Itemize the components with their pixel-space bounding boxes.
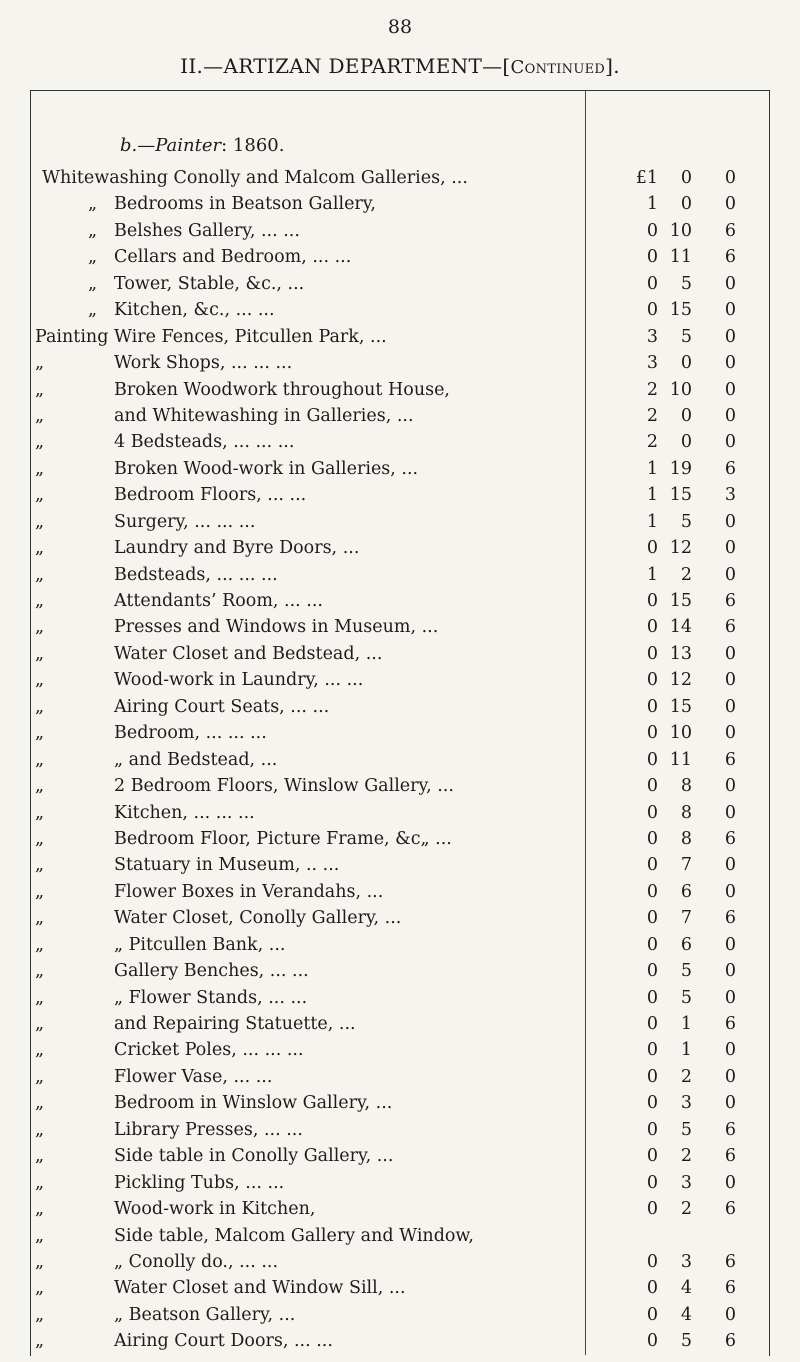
row-prefix: „	[35, 1304, 45, 1325]
row-prefix: „	[35, 458, 45, 479]
amount-pounds: 0	[646, 670, 658, 691]
amount-pounds: 1	[646, 511, 658, 532]
table-row	[0, 1143, 800, 1169]
row-description: Bedroom, ... ... ...	[114, 723, 267, 744]
row-description: Water Closet and Bedstead, ...	[114, 643, 383, 664]
row-description: Pickling Tubs, ... ...	[114, 1172, 285, 1193]
amount-pence: 0	[724, 776, 736, 797]
row-description: Flower Boxes in Verandahs, ...	[114, 881, 384, 902]
table-row	[0, 1249, 800, 1275]
amount-pence: 6	[724, 1331, 736, 1352]
amount-pounds: 0	[646, 617, 658, 638]
amount-pence: 0	[724, 326, 736, 347]
row-prefix: „	[35, 1146, 45, 1167]
row-prefix: „	[35, 511, 45, 532]
row-description: 4 Bedsteads, ... ... ...	[114, 432, 295, 453]
table-row	[0, 720, 800, 746]
amount-pounds: 0	[646, 1172, 658, 1193]
amount-shillings: 3	[680, 1251, 692, 1272]
amount-shillings: 0	[680, 432, 692, 453]
row-prefix: „	[35, 934, 45, 955]
amount-pounds: 0	[646, 1278, 658, 1299]
row-prefix: „	[35, 855, 45, 876]
amount-pence: 6	[724, 1199, 736, 1220]
amount-pence: 0	[724, 723, 736, 744]
table-row	[0, 456, 800, 482]
amount-pounds: 1	[646, 485, 658, 506]
amount-pounds: 0	[646, 1146, 658, 1167]
row-prefix: „	[35, 591, 45, 611]
amount-shillings: 2	[680, 1066, 692, 1087]
row-description: Laundry and Byre Doors, ...	[114, 538, 360, 559]
row-prefix: „	[35, 908, 45, 929]
table-row	[0, 588, 800, 614]
expense-list	[0, 165, 800, 1355]
amount-pence: 0	[724, 194, 736, 215]
table-row	[0, 1196, 800, 1222]
row-prefix: „	[35, 1225, 45, 1246]
row-description: Airing Court Doors, ... ...	[114, 1331, 333, 1352]
row-description: „ Flower Stands, ... ...	[114, 987, 308, 1008]
amount-pence: 6	[724, 908, 736, 929]
amount-shillings: 10	[669, 379, 692, 400]
amount-pounds: 3	[646, 326, 658, 347]
amount-pounds: 0	[646, 1040, 658, 1061]
amount-shillings: 15	[669, 591, 692, 611]
amount-pence: 0	[724, 670, 736, 691]
amount-pounds: 0	[646, 643, 658, 664]
amount-pence: 0	[724, 379, 736, 400]
amount-pounds: 0	[646, 273, 658, 294]
amount-shillings: 5	[680, 273, 692, 294]
table-row	[0, 377, 800, 403]
amount-shillings: 12	[669, 538, 692, 559]
row-prefix: „	[35, 405, 45, 426]
amount-pence: 6	[724, 1014, 736, 1034]
amount-pence: 0	[724, 405, 736, 426]
amount-shillings: 11	[669, 749, 692, 770]
row-prefix: „	[35, 1331, 45, 1352]
amount-shillings: 0	[680, 405, 692, 426]
amount-pounds: 0	[646, 591, 658, 611]
amount-shillings: 3	[680, 1172, 692, 1193]
amount-pounds: 0	[646, 696, 658, 717]
amount-pence: 6	[724, 1278, 736, 1299]
row-prefix: „	[35, 696, 45, 717]
row-prefix: „	[35, 828, 45, 849]
amount-shillings: 19	[669, 458, 692, 479]
table-row	[0, 747, 800, 773]
row-description: Bedsteads, ... ... ...	[114, 564, 278, 585]
amount-pounds: 0	[646, 776, 658, 797]
table-row	[0, 667, 800, 693]
amount-pounds: 0	[646, 1304, 658, 1325]
amount-pence: 0	[724, 802, 736, 823]
row-prefix: „	[35, 617, 45, 638]
table-row	[0, 852, 800, 878]
amount-shillings: 6	[680, 934, 692, 955]
amount-pounds: £1	[635, 168, 658, 188]
row-description: Flower Vase, ... ...	[114, 1066, 273, 1087]
row-description: Airing Court Seats, ... ...	[114, 696, 330, 717]
section-title	[120, 135, 284, 156]
row-description: „ Conolly do., ... ...	[114, 1251, 279, 1272]
table-row	[0, 1064, 800, 1090]
row-prefix: „	[35, 643, 45, 664]
amount-pence: 6	[724, 247, 736, 268]
amount-shillings: 7	[680, 908, 692, 929]
amount-shillings: 1	[680, 1040, 692, 1061]
table-row	[0, 535, 800, 561]
row-description: Cricket Poles, ... ... ...	[114, 1040, 304, 1061]
amount-pence: 0	[724, 300, 736, 321]
row-description: Bedrooms in Beatson Gallery,	[114, 194, 376, 215]
amount-shillings: 10	[669, 723, 692, 744]
amount-shillings: 2	[680, 1146, 692, 1167]
table-row	[0, 773, 800, 799]
table-row	[0, 1170, 800, 1196]
section-year: : 1860.	[221, 135, 285, 156]
row-prefix: „	[35, 1278, 45, 1299]
row-description: Tower, Stable, &c., ...	[114, 273, 305, 294]
amount-shillings: 8	[680, 802, 692, 823]
table-row	[0, 800, 800, 826]
amount-pence: 0	[724, 273, 736, 294]
amount-pounds: 0	[646, 828, 658, 849]
table-row	[0, 191, 800, 217]
row-description: Broken Wood-work in Galleries, ...	[114, 458, 419, 479]
section-label: b.—Painter	[120, 135, 222, 156]
amount-pounds: 0	[646, 961, 658, 982]
row-description: Bedroom Floor, Picture Frame, &c„ ...	[114, 828, 452, 849]
row-prefix: Painting	[35, 326, 109, 347]
table-row	[0, 1117, 800, 1143]
row-description: Work Shops, ... ... ...	[114, 353, 293, 374]
table-row	[0, 932, 800, 958]
amount-shillings: 8	[680, 828, 692, 849]
row-description: 2 Bedroom Floors, Winslow Gallery, ...	[114, 776, 454, 797]
row-description: „ and Bedstead, ...	[114, 749, 278, 770]
amount-pounds: 0	[646, 908, 658, 929]
row-prefix: „	[35, 1199, 45, 1220]
amount-shillings: 4	[680, 1278, 692, 1299]
table-row	[0, 297, 800, 323]
amount-pounds: 2	[646, 432, 658, 453]
amount-pounds: 0	[646, 802, 658, 823]
amount-pounds: 0	[646, 1331, 658, 1352]
table-row	[0, 694, 800, 720]
amount-pounds: 0	[646, 220, 658, 241]
row-description: Wood-work in Kitchen,	[114, 1199, 316, 1220]
row-prefix: „	[35, 379, 45, 400]
amount-pounds: 0	[646, 538, 658, 559]
amount-pence: 0	[724, 643, 736, 664]
row-description: Broken Woodwork throughout House,	[114, 379, 450, 400]
amount-shillings: 5	[680, 326, 692, 347]
amount-pence: 0	[724, 881, 736, 902]
amount-shillings: 13	[669, 643, 692, 664]
amount-pounds: 0	[646, 934, 658, 955]
amount-pounds: 1	[646, 194, 658, 215]
amount-pounds: 0	[646, 1119, 658, 1140]
amount-pounds: 0	[646, 1014, 658, 1034]
amount-pounds: 0	[646, 300, 658, 321]
row-prefix: „	[35, 1066, 45, 1087]
amount-pounds: 0	[646, 987, 658, 1008]
ditto-mark: „	[88, 247, 98, 268]
amount-pence: 6	[724, 749, 736, 770]
amount-shillings: 0	[680, 353, 692, 374]
amount-shillings: 5	[680, 1331, 692, 1352]
amount-pence: 3	[724, 485, 736, 506]
amount-pence: 0	[724, 432, 736, 453]
amount-shillings: 2	[680, 1199, 692, 1220]
row-prefix: „	[35, 1014, 45, 1034]
row-description: Wood-work in Laundry, ... ...	[114, 670, 364, 691]
heading-continued: Continued	[510, 57, 606, 78]
table-row	[0, 1302, 800, 1328]
amount-pounds: 1	[646, 564, 658, 585]
amount-pence: 6	[724, 591, 736, 611]
amount-shillings: 10	[669, 220, 692, 241]
row-prefix: „	[35, 485, 45, 506]
row-description: Whitewashing Conolly and Malcom Galleries, ...	[42, 168, 468, 188]
amount-shillings: 0	[680, 194, 692, 215]
row-description: Water Closet, Conolly Gallery, ...	[114, 908, 402, 929]
table-row	[0, 958, 800, 984]
amount-pence: 0	[724, 1066, 736, 1087]
table-row	[0, 1328, 800, 1354]
amount-shillings: 15	[669, 485, 692, 506]
row-description: Water Closet and Window Sill, ...	[114, 1278, 406, 1299]
row-description: Belshes Gallery, ... ...	[114, 220, 300, 241]
table-row	[0, 826, 800, 852]
amount-shillings: 5	[680, 1119, 692, 1140]
heading-close: ].	[605, 54, 620, 78]
table-row	[0, 1223, 800, 1249]
amount-pence: 0	[724, 696, 736, 717]
amount-pence: 0	[724, 961, 736, 982]
table-row	[0, 403, 800, 429]
row-prefix: „	[35, 1119, 45, 1140]
row-prefix: „	[35, 353, 45, 374]
heading-main: II.—ARTIZAN DEPARTMENT—[	[180, 54, 511, 78]
amount-shillings: 7	[680, 855, 692, 876]
amount-pence: 0	[724, 1093, 736, 1114]
row-description: Surgery, ... ... ...	[114, 511, 256, 532]
amount-pence: 6	[724, 1119, 736, 1140]
table-row	[0, 1011, 800, 1037]
table-row	[0, 985, 800, 1011]
amount-shillings: 4	[680, 1304, 692, 1325]
table-row	[0, 509, 800, 535]
row-prefix: „	[35, 881, 45, 902]
amount-shillings: 5	[680, 511, 692, 532]
amount-pence: 0	[724, 987, 736, 1008]
row-description: Library Presses, ... ...	[114, 1119, 303, 1140]
amount-pence: 6	[724, 1146, 736, 1167]
page-number: 88	[387, 16, 413, 38]
ditto-mark: „	[88, 194, 98, 215]
row-prefix: „	[35, 802, 45, 823]
amount-pence: 0	[724, 1304, 736, 1325]
row-prefix: „	[35, 1172, 45, 1193]
row-prefix: „	[35, 723, 45, 744]
row-prefix: „	[35, 564, 45, 585]
table-row	[0, 350, 800, 376]
amount-pounds: 0	[646, 1066, 658, 1087]
row-description: and Repairing Statuette, ...	[114, 1014, 356, 1034]
row-description: Side table, Malcom Gallery and Window,	[114, 1225, 474, 1246]
table-row	[0, 1037, 800, 1063]
amount-pounds: 1	[646, 458, 658, 479]
amount-shillings: 2	[680, 564, 692, 585]
amount-shillings: 15	[669, 696, 692, 717]
amount-pence: 0	[724, 1040, 736, 1061]
row-description: Wire Fences, Pitcullen Park, ...	[114, 326, 387, 347]
amount-shillings: 11	[669, 247, 692, 268]
page-heading	[0, 54, 800, 78]
table-row	[0, 641, 800, 667]
row-description: Bedroom in Winslow Gallery, ...	[114, 1093, 393, 1114]
row-description: Side table in Conolly Gallery, ...	[114, 1146, 394, 1167]
amount-pounds: 0	[646, 247, 658, 268]
row-prefix: „	[35, 1093, 45, 1114]
table-row	[0, 324, 800, 350]
row-prefix: „	[35, 538, 45, 559]
amount-pounds: 0	[646, 1199, 658, 1220]
amount-pounds: 0	[646, 723, 658, 744]
table-row	[0, 482, 800, 508]
ditto-mark: „	[88, 300, 98, 321]
row-description: and Whitewashing in Galleries, ...	[114, 405, 414, 426]
amount-pounds: 2	[646, 405, 658, 426]
row-prefix: „	[35, 987, 45, 1008]
row-prefix: „	[35, 432, 45, 453]
amount-pounds: 2	[646, 379, 658, 400]
amount-pence: 0	[724, 1172, 736, 1193]
amount-shillings: 15	[669, 300, 692, 321]
row-prefix: „	[35, 776, 45, 797]
amount-shillings: 5	[680, 987, 692, 1008]
amount-shillings: 14	[669, 617, 692, 638]
table-row	[0, 562, 800, 588]
amount-shillings: 6	[680, 881, 692, 902]
row-description: Kitchen, &c., ... ...	[114, 300, 275, 321]
amount-pence: 0	[724, 538, 736, 559]
amount-pence: 6	[724, 1251, 736, 1272]
amount-pounds: 0	[646, 1251, 658, 1272]
amount-pence: 6	[724, 828, 736, 849]
table-row	[0, 244, 800, 270]
row-prefix: „	[35, 749, 45, 770]
table-row	[0, 429, 800, 455]
amount-pence: 0	[724, 353, 736, 374]
ditto-mark: „	[88, 220, 98, 241]
amount-pounds: 0	[646, 749, 658, 770]
amount-pounds: 0	[646, 1093, 658, 1114]
amount-shillings: 1	[680, 1014, 692, 1034]
amount-pence: 6	[724, 617, 736, 638]
row-description: Bedroom Floors, ... ...	[114, 485, 307, 506]
amount-pence: 0	[724, 934, 736, 955]
amount-pence: 6	[724, 458, 736, 479]
amount-pence: 6	[724, 220, 736, 241]
table-row	[0, 218, 800, 244]
table-row	[0, 165, 800, 191]
amount-pounds: 0	[646, 881, 658, 902]
row-description: Kitchen, ... ... ...	[114, 802, 255, 823]
amount-pence: 0	[724, 168, 736, 188]
table-row	[0, 271, 800, 297]
amount-pence: 0	[724, 564, 736, 585]
amount-pence: 0	[724, 511, 736, 532]
amount-shillings: 3	[680, 1093, 692, 1114]
table-row	[0, 614, 800, 640]
ditto-mark: „	[88, 273, 98, 294]
amount-shillings: 5	[680, 961, 692, 982]
table-row	[0, 1275, 800, 1301]
row-description: Statuary in Museum, .. ...	[114, 855, 340, 876]
table-row	[0, 905, 800, 931]
row-description: Cellars and Bedroom, ... ...	[114, 247, 352, 268]
table-row	[0, 1090, 800, 1116]
row-description: Presses and Windows in Museum, ...	[114, 617, 439, 638]
row-description: „ Beatson Gallery, ...	[114, 1304, 296, 1325]
row-prefix: „	[35, 1251, 45, 1272]
amount-pence: 0	[724, 855, 736, 876]
row-description: Attendants’ Room, ... ...	[114, 591, 323, 611]
amount-pounds: 0	[646, 855, 658, 876]
table-row	[0, 879, 800, 905]
amount-shillings: 12	[669, 670, 692, 691]
row-prefix: „	[35, 670, 45, 691]
amount-shillings: 0	[680, 168, 692, 188]
row-prefix: „	[35, 1040, 45, 1061]
amount-pounds: 3	[646, 353, 658, 374]
row-prefix: „	[35, 961, 45, 982]
row-description: Gallery Benches, ... ...	[114, 961, 309, 982]
row-description: „ Pitcullen Bank, ...	[114, 934, 286, 955]
amount-shillings: 8	[680, 776, 692, 797]
